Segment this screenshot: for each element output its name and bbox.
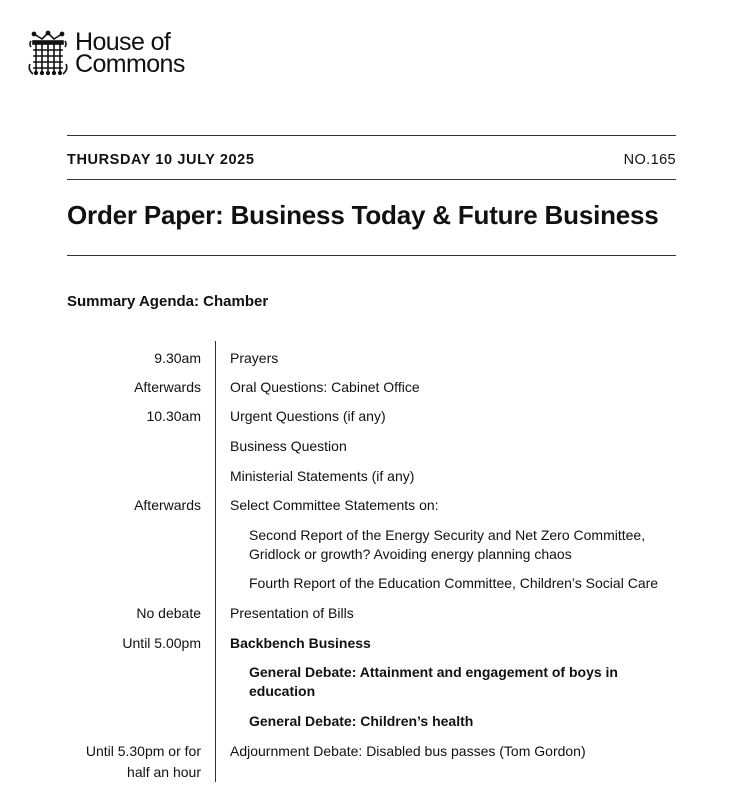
agenda-item: Select Committee Statements on:: [230, 497, 439, 513]
header-divider: [67, 179, 676, 180]
agenda-time: 10.30am: [146, 408, 201, 424]
logo-text: [75, 28, 185, 78]
agenda-item: Ministerial Statements (if any): [230, 468, 415, 484]
top-divider: [67, 135, 676, 136]
paper-date: THURSDAY 10 JULY 2025: [67, 152, 255, 168]
agenda-item: Presentation of Bills: [230, 605, 354, 621]
agenda-time: Until 5.00pm: [122, 635, 201, 651]
agenda-sub-item: Second Report of the Energy Security and Net Zero Committee, Gridlock or growth? Avoiding energy planning chaos: [249, 527, 646, 562]
house-of-commons-logo[interactable]: [28, 30, 185, 76]
title-divider: [67, 255, 676, 256]
agenda-item: Backbench Business: [230, 635, 371, 651]
logo-line-2: Commons: [75, 50, 185, 78]
agenda-time: Until 5.30pm or for half an hour: [85, 743, 201, 780]
agenda-time: Afterwards: [134, 379, 201, 395]
agenda-item: Oral Questions: Cabinet Office: [230, 379, 420, 395]
page-title: Order Paper: Business Today & Future Business: [67, 200, 659, 230]
portcullis-icon: [28, 30, 68, 76]
agenda-item: Business Question: [230, 438, 347, 454]
agenda-item: Urgent Questions (if any): [230, 408, 386, 424]
agenda-sub-item: Fourth Report of the Education Committee, Children’s Social Care: [249, 575, 659, 591]
paper-number: NO.165: [623, 152, 676, 168]
agenda-divider-line: [215, 341, 216, 782]
logo-line-1: House of: [75, 28, 171, 56]
agenda-time: 9.30am: [154, 350, 201, 366]
agenda-time: Afterwards: [134, 497, 201, 513]
agenda-time: No debate: [136, 605, 201, 621]
agenda-item: Prayers: [230, 350, 279, 366]
agenda-sub-item: General Debate: Attainment and engagement of boys in education: [249, 664, 618, 699]
section-title: Summary Agenda: Chamber: [67, 293, 269, 310]
agenda-sub-item: General Debate: Children’s health: [249, 713, 474, 729]
agenda-item: Adjournment Debate: Disabled bus passes (Tom Gordon): [230, 743, 586, 759]
